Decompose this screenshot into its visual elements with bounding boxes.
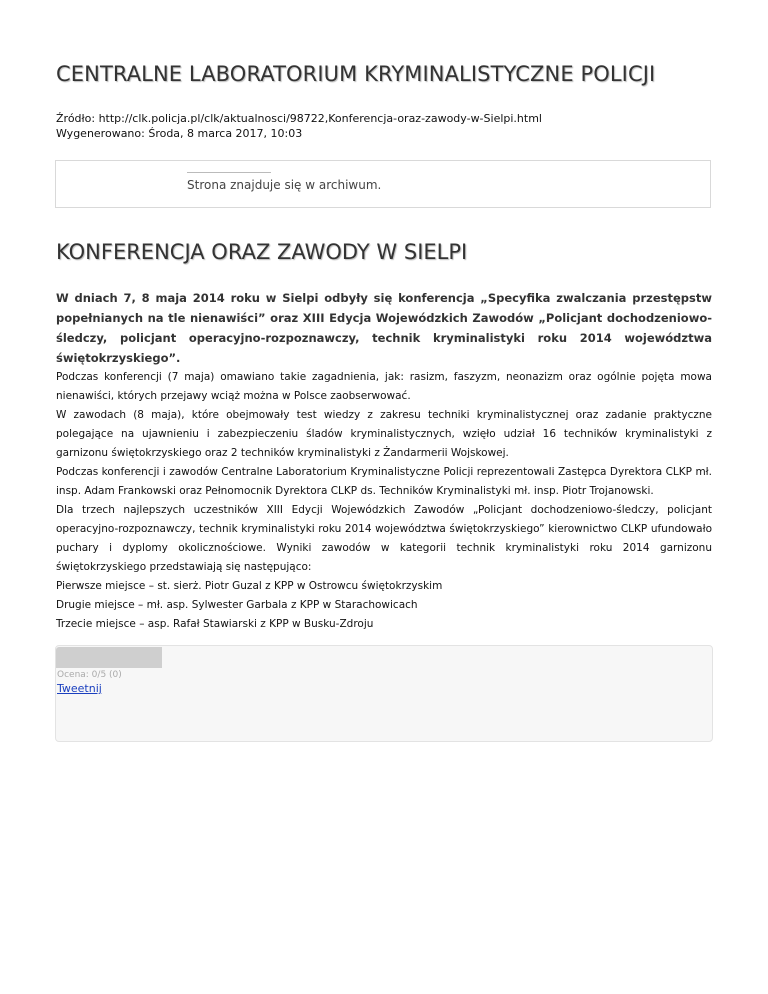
tweet-link[interactable]: Tweetnij: [57, 682, 102, 695]
article-body: [56, 368, 712, 634]
print-meta: [56, 111, 542, 141]
rating-stars-bar[interactable]: [56, 647, 162, 668]
archive-notice: Strona znajduje się w archiwum.: [187, 178, 382, 192]
site-title: CENTRALNE LABORATORIUM KRYMINALISTYCZNE POLICJI: [56, 62, 656, 86]
article-paragraph: Dla trzech najlepszych uczestników XIII Edycji Wojewódzkich Zawodów „Policjant dochodzeniowo-śledczy, policjant operacyjno-rozpoznawczy, technik kryminalistyki roku 2014 województwa świętokrzyskiego” kierownictwo CLKP ufundowało puchary i dyplomy okolicznościowe. Wyniki zawodów w kategorii technik kryminalistyki roku 2014 garnizonu świętokrzyskiego przedstawiają się następująco:: [56, 504, 712, 573]
result-third-place: Trzecie miejsce – asp. Rafał Stawiarski z KPP w Busku-Zdroju: [56, 618, 374, 630]
article-paragraph: Podczas konferencji (7 maja) omawiano takie zagadnienia, jak: rasizm, faszyzm, neonazizm oraz ogólnie pojęta mowa nienawiści, których przejawy wciąż można w Polsce zaobserwować.: [56, 371, 712, 402]
archive-divider: [187, 172, 271, 173]
article-lead: W dniach 7, 8 maja 2014 roku w Sielpi odbyły się konferencja „Specyfika zwalczania przestępstw popełnianych na tle nienawiści” oraz XIII Edycja Wojewódzkich Zawodów „Policjant dochodzeniowo-śledczy, policjant operacyjno-rozpoznawczy, technik kryminalistyki roku 2014 województwa świętokrzyskiego”.: [56, 291, 712, 365]
archive-notice-box: [55, 160, 711, 208]
article-title: KONFERENCJA ORAZ ZAWODY W SIELPI: [56, 240, 468, 264]
rating-text: Ocena: 0/5 (0): [57, 670, 122, 680]
article-paragraph: W zawodach (8 maja), które obejmowały test wiedzy z zakresu techniki kryminalistycznej oraz zadanie praktyczne polegające na ujawnieniu i zabezpieczeniu śladów kryminalistycznych, wzięło udział 16 techników kryminalistyki z garnizonu świętokrzyskiego oraz 2 techników kryminalistyki z Żandarmerii Wojskowej.: [56, 409, 712, 459]
source-line: Źródło: http://clk.policja.pl/clk/aktualnosci/98722,Konferencja-oraz-zawody-w-Sielpi.html: [56, 112, 542, 125]
result-first-place: Pierwsze miejsce – st. sierż. Piotr Guzal z KPP w Ostrowcu świętokrzyskim: [56, 580, 443, 592]
generated-line: Wygenerowano: Środa, 8 marca 2017, 10:03: [56, 127, 303, 140]
article-paragraph: Podczas konferencji i zawodów Centralne Laboratorium Kryminalistyczne Policji reprezentowali Zastępca Dyrektora CLKP mł. insp. Adam Frankowski oraz Pełnomocnik Dyrektora CLKP ds. Techników Kryminalistyki mł. insp. Piotr Trojanowski.: [56, 466, 712, 497]
rating-box: [55, 645, 713, 742]
result-second-place: Drugie miejsce – mł. asp. Sylwester Garbala z KPP w Starachowicach: [56, 599, 418, 611]
